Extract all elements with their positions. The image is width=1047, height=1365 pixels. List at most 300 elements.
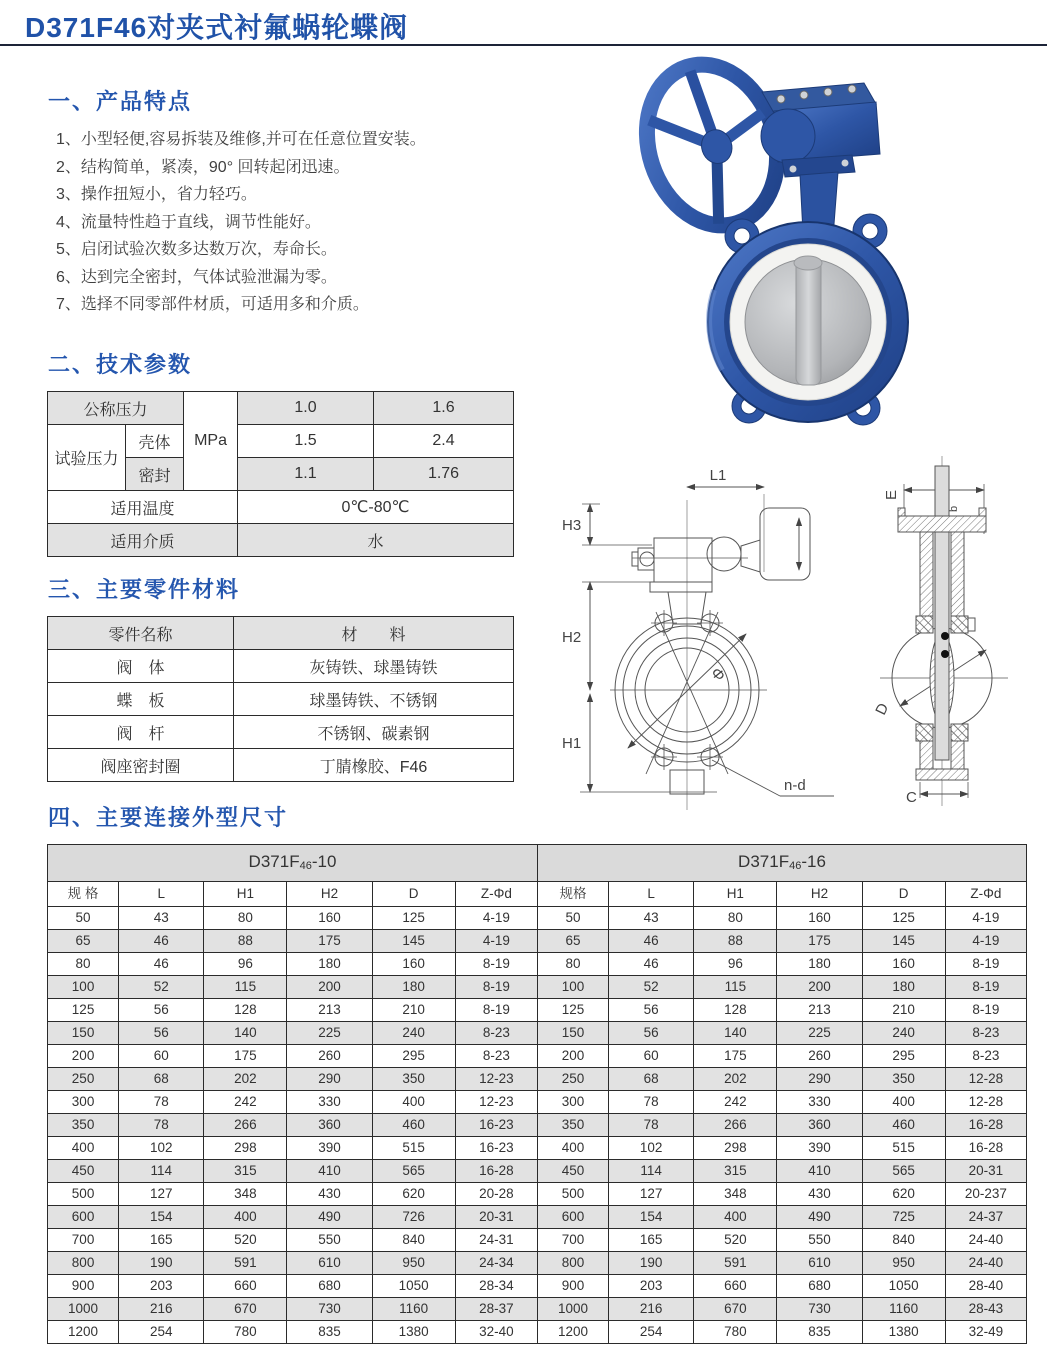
model-suffix: -10 bbox=[311, 852, 337, 871]
table-cell: 490 bbox=[287, 1206, 372, 1229]
table-cell: 200 bbox=[287, 976, 372, 999]
model-label-right bbox=[537, 845, 1026, 882]
table-cell: 4-19 bbox=[455, 930, 537, 953]
table-cell: 丁腈橡胶、F46 bbox=[234, 749, 514, 782]
feature-item: 5、启闭试验次数多达数万次，寿命长。 bbox=[56, 241, 337, 258]
feature-item: 2、结构简单，紧凑，90° 回转起闭迅速。 bbox=[56, 158, 350, 176]
table-row bbox=[48, 491, 514, 524]
table-cell: 壳体 bbox=[126, 425, 184, 458]
col-header: H2 bbox=[777, 882, 862, 907]
model-subscript: 46 bbox=[299, 860, 312, 872]
table-cell: 水 bbox=[238, 524, 514, 557]
table-row bbox=[48, 930, 1027, 953]
table-cell: 154 bbox=[609, 1206, 694, 1229]
table-cell: 210 bbox=[862, 999, 945, 1022]
table-cell: 780 bbox=[694, 1321, 777, 1344]
section-view-drawing bbox=[858, 438, 1047, 818]
table-row bbox=[48, 1298, 1027, 1321]
table-cell: 515 bbox=[372, 1137, 455, 1160]
table-cell: 900 bbox=[48, 1275, 119, 1298]
model-subscript: 46 bbox=[789, 860, 802, 872]
table-cell: 450 bbox=[48, 1160, 119, 1183]
table-cell: 213 bbox=[777, 999, 862, 1022]
table-cell: 460 bbox=[862, 1114, 945, 1137]
table-cell: 680 bbox=[287, 1275, 372, 1298]
table-cell: 102 bbox=[119, 1137, 204, 1160]
table-cell: 32-40 bbox=[455, 1321, 537, 1344]
table-cell: 350 bbox=[537, 1114, 608, 1137]
table-row bbox=[48, 882, 1027, 907]
table-row bbox=[48, 845, 1027, 882]
table-cell: 670 bbox=[694, 1298, 777, 1321]
table-cell: 0℃-80℃ bbox=[238, 491, 514, 524]
table-cell: 800 bbox=[537, 1252, 608, 1275]
table-cell: 56 bbox=[119, 999, 204, 1022]
table-cell: 591 bbox=[204, 1252, 287, 1275]
feature-item: 1、小型轻便,容易拆装及维修,并可在任意位置安装。 bbox=[56, 131, 426, 148]
table-cell: 材 料 bbox=[234, 617, 514, 650]
model-label-left bbox=[48, 845, 538, 882]
table-cell: 360 bbox=[287, 1114, 372, 1137]
table-cell: 190 bbox=[609, 1252, 694, 1275]
table-cell: 16-28 bbox=[945, 1137, 1026, 1160]
table-cell: 96 bbox=[204, 953, 287, 976]
table-row bbox=[48, 1022, 1027, 1045]
table-row bbox=[48, 425, 514, 458]
table-cell: 68 bbox=[119, 1068, 204, 1091]
table-cell: 80 bbox=[537, 953, 608, 976]
table-cell: 203 bbox=[609, 1275, 694, 1298]
col-header: D bbox=[372, 882, 455, 907]
table-cell: 1160 bbox=[862, 1298, 945, 1321]
table-cell: 520 bbox=[694, 1229, 777, 1252]
table-cell: 165 bbox=[119, 1229, 204, 1252]
table-cell: 32-49 bbox=[945, 1321, 1026, 1344]
table-cell: 950 bbox=[862, 1252, 945, 1275]
table-cell: 500 bbox=[48, 1183, 119, 1206]
table-cell: 160 bbox=[372, 953, 455, 976]
table-cell: 24-31 bbox=[455, 1229, 537, 1252]
table-cell: 660 bbox=[694, 1275, 777, 1298]
table-cell: 灰铸铁、球墨铸铁 bbox=[234, 650, 514, 683]
table-row bbox=[48, 1068, 1027, 1091]
section-heading-materials: 三、主要零件材料 bbox=[48, 577, 241, 602]
table-cell: 266 bbox=[694, 1114, 777, 1137]
table-cell: 8-23 bbox=[945, 1022, 1026, 1045]
table-cell: 零件名称 bbox=[48, 617, 234, 650]
valve-body bbox=[708, 222, 908, 422]
table-cell: 100 bbox=[48, 976, 119, 999]
section-heading-dimensions: 四、主要连接外型尺寸 bbox=[48, 805, 289, 830]
table-cell: 78 bbox=[609, 1114, 694, 1137]
table-cell: 4-19 bbox=[945, 930, 1026, 953]
table-cell: 适用温度 bbox=[48, 491, 238, 524]
table-cell: 78 bbox=[119, 1091, 204, 1114]
table-cell: 试验压力 bbox=[48, 425, 126, 491]
table-cell: 840 bbox=[372, 1229, 455, 1252]
valve-product-photo bbox=[612, 50, 1042, 450]
table-cell: 46 bbox=[609, 930, 694, 953]
table-cell: 330 bbox=[777, 1091, 862, 1114]
table-cell: 840 bbox=[862, 1229, 945, 1252]
dim-label-H2: H2 bbox=[562, 629, 582, 646]
table-cell: 12-28 bbox=[945, 1068, 1026, 1091]
table-cell: 242 bbox=[694, 1091, 777, 1114]
table-cell: 8-19 bbox=[945, 953, 1026, 976]
table-row bbox=[48, 1206, 1027, 1229]
table-row bbox=[48, 683, 514, 716]
table-cell: 490 bbox=[777, 1206, 862, 1229]
table-cell: 610 bbox=[777, 1252, 862, 1275]
table-cell: 1.0 bbox=[238, 392, 374, 425]
table-cell: 60 bbox=[119, 1045, 204, 1068]
table-cell: 160 bbox=[862, 953, 945, 976]
table-cell: 202 bbox=[694, 1068, 777, 1091]
table-cell: 242 bbox=[204, 1091, 287, 1114]
table-cell: 28-40 bbox=[945, 1275, 1026, 1298]
table-cell: 80 bbox=[204, 907, 287, 930]
table-cell: 660 bbox=[204, 1275, 287, 1298]
table-cell: 254 bbox=[609, 1321, 694, 1344]
disc-shaft-band bbox=[796, 260, 821, 385]
table-cell: MPa bbox=[184, 392, 238, 491]
table-cell: 24-37 bbox=[945, 1206, 1026, 1229]
table-cell: 4-19 bbox=[945, 907, 1026, 930]
table-cell: 8-19 bbox=[455, 976, 537, 999]
dim-label-H3: H3 bbox=[562, 517, 582, 534]
table-cell: 115 bbox=[204, 976, 287, 999]
table-row bbox=[48, 1321, 1027, 1344]
table-cell: 88 bbox=[204, 930, 287, 953]
table-cell: 88 bbox=[694, 930, 777, 953]
table-cell: 145 bbox=[372, 930, 455, 953]
table-cell: 520 bbox=[204, 1229, 287, 1252]
table-cell: 730 bbox=[287, 1298, 372, 1321]
table-cell: 565 bbox=[862, 1160, 945, 1183]
table-cell: 295 bbox=[372, 1045, 455, 1068]
table-cell: 670 bbox=[204, 1298, 287, 1321]
table-cell: 250 bbox=[537, 1068, 608, 1091]
table-cell: 300 bbox=[48, 1091, 119, 1114]
table-row bbox=[48, 1160, 1027, 1183]
table-cell: 46 bbox=[119, 953, 204, 976]
table-cell: 140 bbox=[694, 1022, 777, 1045]
col-header: D bbox=[862, 882, 945, 907]
table-cell: 52 bbox=[609, 976, 694, 999]
table-cell: 8-23 bbox=[455, 1022, 537, 1045]
table-cell: 400 bbox=[862, 1091, 945, 1114]
table-row bbox=[48, 999, 1027, 1022]
table-cell: 12-28 bbox=[945, 1091, 1026, 1114]
table-cell: 不锈钢、碳素钢 bbox=[234, 716, 514, 749]
table-row bbox=[48, 1045, 1027, 1068]
table-cell: 4-19 bbox=[455, 907, 537, 930]
table-cell: 180 bbox=[862, 976, 945, 999]
table-cell: 780 bbox=[204, 1321, 287, 1344]
section-heading-tech-params: 二、技术参数 bbox=[48, 352, 193, 377]
table-cell: 150 bbox=[48, 1022, 119, 1045]
table-cell: 620 bbox=[372, 1183, 455, 1206]
table-cell: 190 bbox=[119, 1252, 204, 1275]
table-cell: 360 bbox=[777, 1114, 862, 1137]
table-row bbox=[48, 1137, 1027, 1160]
table-cell: 350 bbox=[48, 1114, 119, 1137]
table-cell: 80 bbox=[48, 953, 119, 976]
table-cell: 密封 bbox=[126, 458, 184, 491]
table-cell: 400 bbox=[694, 1206, 777, 1229]
table-row bbox=[48, 392, 514, 425]
table-cell: 1.6 bbox=[374, 392, 514, 425]
table-cell: 50 bbox=[48, 907, 119, 930]
table-row bbox=[48, 1183, 1027, 1206]
table-cell: 400 bbox=[204, 1206, 287, 1229]
table-cell: 20-237 bbox=[945, 1183, 1026, 1206]
table-cell: 160 bbox=[287, 907, 372, 930]
table-cell: 28-37 bbox=[455, 1298, 537, 1321]
table-cell: 348 bbox=[694, 1183, 777, 1206]
table-row bbox=[48, 1114, 1027, 1137]
table-cell: 56 bbox=[609, 999, 694, 1022]
table-cell: 180 bbox=[372, 976, 455, 999]
table-cell: 65 bbox=[537, 930, 608, 953]
table-cell: 16-23 bbox=[455, 1137, 537, 1160]
table-cell: 2.4 bbox=[374, 425, 514, 458]
feature-item: 3、操作扭短小，省力轻巧。 bbox=[56, 186, 257, 203]
table-cell: 20-31 bbox=[945, 1160, 1026, 1183]
dim-label-H1: H1 bbox=[562, 735, 582, 752]
table-cell: 1050 bbox=[372, 1275, 455, 1298]
dim-label-C: C bbox=[906, 789, 917, 806]
table-cell: 225 bbox=[777, 1022, 862, 1045]
table-cell: 250 bbox=[48, 1068, 119, 1091]
table-cell: 390 bbox=[287, 1137, 372, 1160]
col-header: H1 bbox=[694, 882, 777, 907]
dim-label-E: E bbox=[883, 489, 900, 500]
table-cell: 8-23 bbox=[945, 1045, 1026, 1068]
table-cell: 102 bbox=[609, 1137, 694, 1160]
col-header: 规 格 bbox=[48, 882, 119, 907]
feature-list bbox=[56, 126, 506, 319]
table-cell: 125 bbox=[372, 907, 455, 930]
table-cell: 蝶 板 bbox=[48, 683, 234, 716]
table-cell: 295 bbox=[862, 1045, 945, 1068]
table-cell: 127 bbox=[119, 1183, 204, 1206]
table-cell: 12-23 bbox=[455, 1091, 537, 1114]
table-cell: 216 bbox=[119, 1298, 204, 1321]
table-row bbox=[48, 716, 514, 749]
title-divider bbox=[0, 44, 1047, 46]
table-cell: 78 bbox=[609, 1091, 694, 1114]
table-cell: 球墨铸铁、不锈钢 bbox=[234, 683, 514, 716]
table-cell: 410 bbox=[777, 1160, 862, 1183]
table-cell: 240 bbox=[862, 1022, 945, 1045]
table-cell: 80 bbox=[694, 907, 777, 930]
table-cell: 350 bbox=[862, 1068, 945, 1091]
table-cell: 8-19 bbox=[945, 999, 1026, 1022]
table-cell: 730 bbox=[777, 1298, 862, 1321]
table-cell: 550 bbox=[777, 1229, 862, 1252]
table-cell: 52 bbox=[119, 976, 204, 999]
table-cell: 210 bbox=[372, 999, 455, 1022]
table-cell: 1380 bbox=[372, 1321, 455, 1344]
table-cell: 620 bbox=[862, 1183, 945, 1206]
table-cell: 1000 bbox=[537, 1298, 608, 1321]
model-suffix: -16 bbox=[801, 852, 826, 871]
col-header: 规格 bbox=[537, 882, 608, 907]
table-cell: 78 bbox=[119, 1114, 204, 1137]
col-header: H1 bbox=[204, 882, 287, 907]
table-cell: 阀 杆 bbox=[48, 716, 234, 749]
table-cell: 835 bbox=[777, 1321, 862, 1344]
table-row bbox=[48, 1229, 1027, 1252]
table-cell: 165 bbox=[609, 1229, 694, 1252]
table-row bbox=[48, 749, 514, 782]
table-cell: 430 bbox=[777, 1183, 862, 1206]
table-cell: 60 bbox=[609, 1045, 694, 1068]
table-cell: 20-31 bbox=[455, 1206, 537, 1229]
table-cell: 150 bbox=[537, 1022, 608, 1045]
table-cell: 1200 bbox=[48, 1321, 119, 1344]
table-cell: 1160 bbox=[372, 1298, 455, 1321]
table-row bbox=[48, 1252, 1027, 1275]
table-cell: 298 bbox=[204, 1137, 287, 1160]
table-cell: 125 bbox=[862, 907, 945, 930]
table-cell: 125 bbox=[537, 999, 608, 1022]
table-cell: 500 bbox=[537, 1183, 608, 1206]
table-cell: 阀 体 bbox=[48, 650, 234, 683]
table-cell: 290 bbox=[777, 1068, 862, 1091]
table-cell: 550 bbox=[287, 1229, 372, 1252]
table-cell: 160 bbox=[777, 907, 862, 930]
table-cell: 254 bbox=[119, 1321, 204, 1344]
table-cell: 610 bbox=[287, 1252, 372, 1275]
table-cell: 8-23 bbox=[455, 1045, 537, 1068]
table-cell: 43 bbox=[609, 907, 694, 930]
page-title: D371F46对夹式衬氟蜗轮蝶阀 bbox=[25, 12, 409, 43]
table-cell: 127 bbox=[609, 1183, 694, 1206]
table-cell: 600 bbox=[537, 1206, 608, 1229]
table-cell: 726 bbox=[372, 1206, 455, 1229]
table-cell: 315 bbox=[694, 1160, 777, 1183]
table-cell: 1050 bbox=[862, 1275, 945, 1298]
table-cell: 20-28 bbox=[455, 1183, 537, 1206]
table-cell: 24-40 bbox=[945, 1229, 1026, 1252]
table-cell: 950 bbox=[372, 1252, 455, 1275]
table-cell: 180 bbox=[287, 953, 372, 976]
table-cell: 835 bbox=[287, 1321, 372, 1344]
front-view-drawing bbox=[552, 442, 888, 820]
dimensions-table bbox=[47, 844, 1027, 1344]
table-cell: 200 bbox=[777, 976, 862, 999]
table-cell: 591 bbox=[694, 1252, 777, 1275]
table-cell: 260 bbox=[777, 1045, 862, 1068]
table-cell: 28-34 bbox=[455, 1275, 537, 1298]
dim-label-b: b bbox=[948, 505, 960, 512]
table-cell: 46 bbox=[119, 930, 204, 953]
table-cell: 46 bbox=[609, 953, 694, 976]
materials-table bbox=[47, 616, 514, 782]
table-row bbox=[48, 976, 1027, 999]
tech-params-table bbox=[47, 391, 514, 557]
table-cell: 128 bbox=[694, 999, 777, 1022]
table-cell: 515 bbox=[862, 1137, 945, 1160]
table-row bbox=[48, 1091, 1027, 1114]
table-row bbox=[48, 1275, 1027, 1298]
col-header: L bbox=[609, 882, 694, 907]
table-cell: 16-28 bbox=[455, 1160, 537, 1183]
table-cell: 适用介质 bbox=[48, 524, 238, 557]
model-prefix: D371F bbox=[738, 852, 790, 871]
table-cell: 400 bbox=[372, 1091, 455, 1114]
table-cell: 50 bbox=[537, 907, 608, 930]
table-cell: 450 bbox=[537, 1160, 608, 1183]
table-cell: 65 bbox=[48, 930, 119, 953]
table-cell: 8-19 bbox=[455, 953, 537, 976]
table-cell: 1380 bbox=[862, 1321, 945, 1344]
table-cell: 100 bbox=[537, 976, 608, 999]
table-cell: 680 bbox=[777, 1275, 862, 1298]
feature-item: 7、选择不同零部件材质，可适用多和介质。 bbox=[56, 296, 369, 313]
table-cell: 125 bbox=[48, 999, 119, 1022]
table-cell: 68 bbox=[609, 1068, 694, 1091]
table-cell: 350 bbox=[372, 1068, 455, 1091]
table-cell: 298 bbox=[694, 1137, 777, 1160]
section-heading-features: 一、产品特点 bbox=[48, 89, 193, 114]
table-cell: 266 bbox=[204, 1114, 287, 1137]
table-cell: 800 bbox=[48, 1252, 119, 1275]
table-cell: 390 bbox=[777, 1137, 862, 1160]
model-prefix: D371F bbox=[248, 852, 300, 871]
table-cell: 600 bbox=[48, 1206, 119, 1229]
table-cell: 8-19 bbox=[945, 976, 1026, 999]
table-cell: 200 bbox=[48, 1045, 119, 1068]
table-cell: 400 bbox=[537, 1137, 608, 1160]
table-cell: 24-40 bbox=[945, 1252, 1026, 1275]
table-cell: 725 bbox=[862, 1206, 945, 1229]
table-cell: 阀座密封圈 bbox=[48, 749, 234, 782]
table-cell: 430 bbox=[287, 1183, 372, 1206]
table-cell: 16-28 bbox=[945, 1114, 1026, 1137]
table-cell: 348 bbox=[204, 1183, 287, 1206]
table-cell: 12-23 bbox=[455, 1068, 537, 1091]
table-cell: 180 bbox=[777, 953, 862, 976]
table-row bbox=[48, 907, 1027, 930]
col-header: L bbox=[119, 882, 204, 907]
table-cell: 565 bbox=[372, 1160, 455, 1183]
table-cell: 175 bbox=[287, 930, 372, 953]
table-cell: 公称压力 bbox=[48, 392, 184, 425]
col-header: Z-Φd bbox=[455, 882, 537, 907]
table-cell: 260 bbox=[287, 1045, 372, 1068]
table-cell: 154 bbox=[119, 1206, 204, 1229]
table-cell: 56 bbox=[119, 1022, 204, 1045]
table-cell: 200 bbox=[537, 1045, 608, 1068]
table-row bbox=[48, 953, 1027, 976]
table-cell: 24-34 bbox=[455, 1252, 537, 1275]
dim-label-L1: L1 bbox=[709, 467, 727, 484]
table-cell: 225 bbox=[287, 1022, 372, 1045]
table-cell: 315 bbox=[204, 1160, 287, 1183]
feature-item: 6、达到完全密封，气体试验泄漏为零。 bbox=[56, 268, 337, 286]
table-cell: 330 bbox=[287, 1091, 372, 1114]
table-cell: 1200 bbox=[537, 1321, 608, 1344]
table-cell: 400 bbox=[48, 1137, 119, 1160]
dim-label-nd: n-d bbox=[784, 777, 806, 794]
table-cell: 203 bbox=[119, 1275, 204, 1298]
table-cell: 1000 bbox=[48, 1298, 119, 1321]
table-row bbox=[48, 617, 514, 650]
table-cell: 202 bbox=[204, 1068, 287, 1091]
